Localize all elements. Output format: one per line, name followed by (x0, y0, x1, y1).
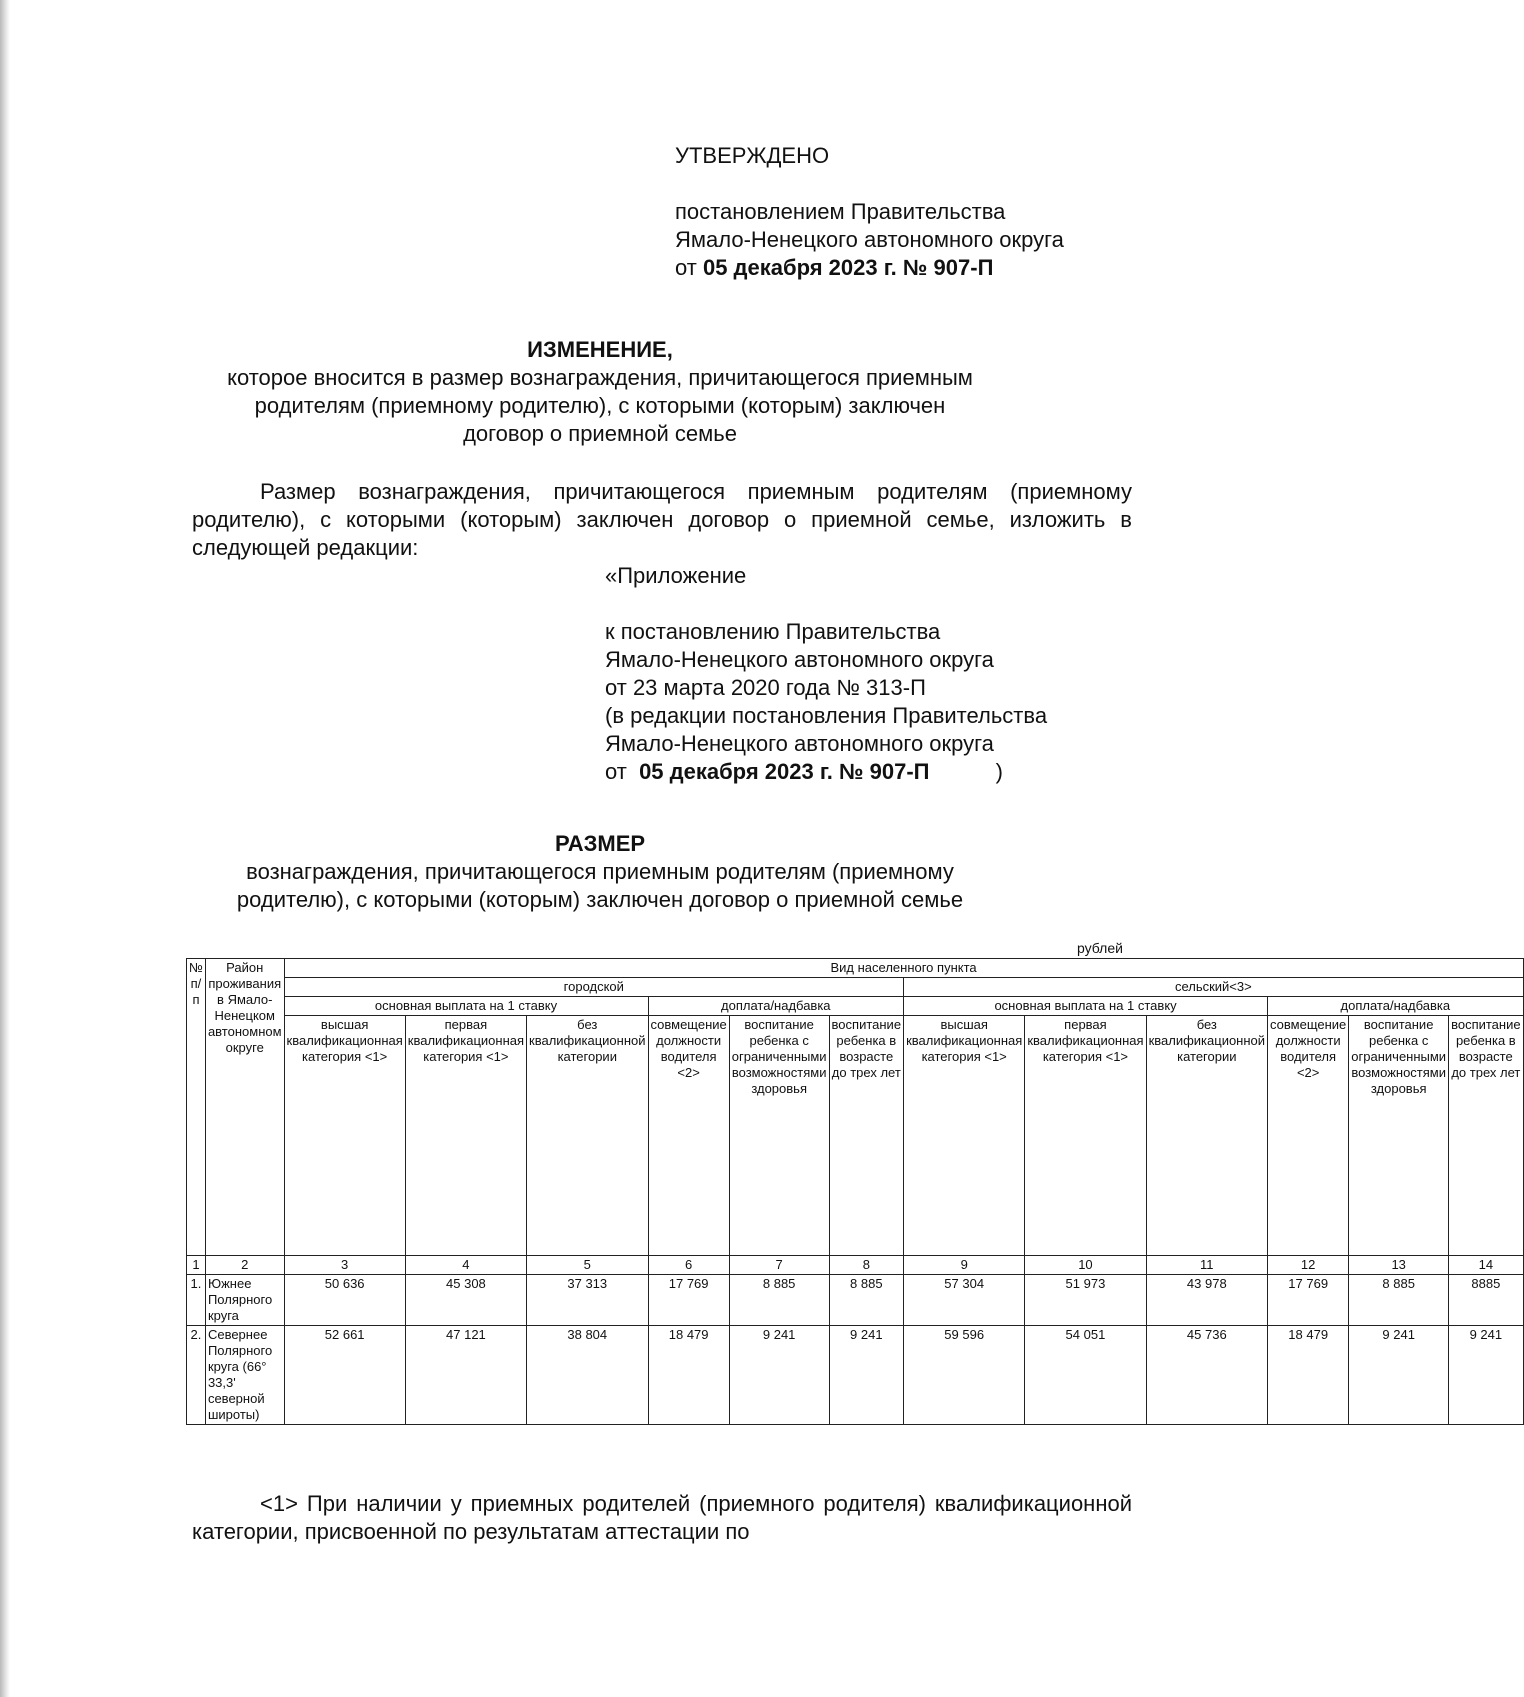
row-value: 47 121 (405, 1326, 526, 1425)
col-number: 10 (1025, 1256, 1146, 1275)
approved-date-prefix: от (675, 255, 697, 280)
row-value: 18 479 (648, 1326, 729, 1425)
subheader-combining: совмещение должности водителя <2> (648, 1016, 729, 1256)
header-region: Район проживания в Ямало-Ненецком автономном округе (205, 959, 284, 1256)
header-rural: сельский<3> (904, 978, 1524, 997)
header-urban-surcharge: доплата/надбавка (648, 997, 904, 1016)
row-value: 45 736 (1146, 1326, 1267, 1425)
row-value: 9 241 (1449, 1326, 1524, 1425)
change-sub-3: договор о приемной семье (463, 421, 737, 446)
col-number: 13 (1349, 1256, 1449, 1275)
subheader-under3: воспитание ребенка в возрасте до трех лет (829, 1016, 904, 1256)
change-heading: ИЗМЕНЕНИЕ, (527, 337, 673, 362)
table-row (187, 1326, 1524, 1425)
approved-line-2: Ямало-Ненецкого автономного округа (675, 227, 1064, 252)
approved-line-3 (675, 254, 1064, 282)
row-value: 18 479 (1268, 1326, 1349, 1425)
row-value: 9 241 (829, 1326, 904, 1425)
appendix-date-prefix: от (605, 759, 627, 784)
row-value: 54 051 (1025, 1326, 1146, 1425)
col-number: 11 (1146, 1256, 1267, 1275)
col-number: 9 (904, 1256, 1025, 1275)
header-rural-base: основная выплата на 1 ставку (904, 997, 1268, 1016)
appendix-block (605, 562, 1047, 786)
change-sub-2: родителям (приемному родителю), с которыми (которым) заключен (254, 393, 946, 418)
row-value: 51 973 (1025, 1275, 1146, 1326)
row-region: Южнее Полярного круга (205, 1275, 284, 1326)
row-value: 52 661 (284, 1326, 405, 1425)
approval-block (675, 142, 1064, 282)
col-number: 4 (405, 1256, 526, 1275)
header-urban: городской (284, 978, 904, 997)
header-settlement-type: Вид населенного пункта (284, 959, 1523, 978)
header-urban-base: основная выплата на 1 ставку (284, 997, 648, 1016)
subheader-highest: высшая квалификационная категория <1> (284, 1016, 405, 1256)
row-value: 8 885 (1349, 1275, 1449, 1326)
size-heading-block (200, 830, 1000, 914)
row-value: 43 978 (1146, 1275, 1267, 1326)
reward-table (186, 958, 1524, 1425)
col-number: 6 (648, 1256, 729, 1275)
row-value: 37 313 (527, 1275, 648, 1326)
row-region: Севернее Полярного круга (66° 33,3' северной широты) (205, 1326, 284, 1425)
subheader-combining: совмещение должности водителя <2> (1268, 1016, 1349, 1256)
subheader-none: без квалификационной категории (1146, 1016, 1267, 1256)
appendix-line-1: к постановлению Правительства (605, 619, 941, 644)
col-number: 14 (1449, 1256, 1524, 1275)
row-value: 8 885 (829, 1275, 904, 1326)
subheader-first: первая квалификационная категория <1> (1025, 1016, 1146, 1256)
header-no: № п/п (187, 959, 206, 1256)
subheader-disabled: воспитание ребенка с ограниченными возможностями здоровья (1349, 1016, 1449, 1256)
col-number: 3 (284, 1256, 405, 1275)
subheader-first: первая квалификационная категория <1> (405, 1016, 526, 1256)
row-value: 8885 (1449, 1275, 1524, 1326)
appendix-title: «Приложение (605, 563, 747, 588)
change-heading-block (200, 336, 1000, 448)
row-value: 9 241 (729, 1326, 829, 1425)
size-sub-1: вознаграждения, причитающегося приемным родителям (приемному (246, 859, 954, 884)
change-sub-1: которое вносится в размер вознаграждения, причитающегося приемным (227, 365, 973, 390)
col-number: 7 (729, 1256, 829, 1275)
appendix-line-3: от 23 марта 2020 года № 313-П (605, 675, 926, 700)
row-number: 2. (187, 1326, 206, 1425)
appendix-line-2: Ямало-Ненецкого автономного округа (605, 647, 994, 672)
approved-date: 05 декабря 2023 г. № 907-П (702, 255, 994, 280)
appendix-close-paren: ) (995, 759, 1003, 784)
col-number: 2 (205, 1256, 284, 1275)
row-value: 59 596 (904, 1326, 1025, 1425)
approved-line-1: постановлением Правительства (675, 199, 1006, 224)
table-row (187, 1275, 1524, 1326)
size-sub-2: родителю), с которыми (которым) заключен договор о приемной семье (236, 887, 964, 912)
subheader-none: без квалификационной категории (527, 1016, 648, 1256)
appendix-line-5: Ямало-Ненецкого автономного округа (605, 731, 994, 756)
approved-label: УТВЕРЖДЕНО (675, 143, 830, 168)
subheader-disabled: воспитание ребенка с ограниченными возможностями здоровья (729, 1016, 829, 1256)
appendix-line-4: (в редакции постановления Правительства (605, 703, 1048, 728)
row-value: 17 769 (1268, 1275, 1349, 1326)
row-value: 17 769 (648, 1275, 729, 1326)
col-number: 1 (187, 1256, 206, 1275)
header-rural-surcharge: доплата/надбавка (1268, 997, 1524, 1016)
units-label: рублей (1077, 940, 1123, 956)
row-number: 1. (187, 1275, 206, 1326)
row-value: 8 885 (729, 1275, 829, 1326)
footnote-1: <1> При наличии у приемных родителей (приемного родителя) квалификационной категории, присвоенной по результатам аттестации по (192, 1491, 1132, 1544)
column-number-row (187, 1256, 1524, 1275)
size-heading: РАЗМЕР (554, 831, 646, 856)
subheader-under3: воспитание ребенка в возрасте до трех лет (1449, 1016, 1524, 1256)
row-value: 57 304 (904, 1275, 1025, 1326)
row-value: 45 308 (405, 1275, 526, 1326)
col-number: 12 (1268, 1256, 1349, 1275)
appendix-date: 05 декабря 2023 г. № 907-П (639, 759, 930, 784)
row-value: 38 804 (527, 1326, 648, 1425)
row-value: 9 241 (1349, 1326, 1449, 1425)
scan-edge (0, 0, 10, 1697)
col-number: 5 (527, 1256, 648, 1275)
row-value: 50 636 (284, 1275, 405, 1326)
col-number: 8 (829, 1256, 904, 1275)
appendix-line-6 (605, 758, 1047, 786)
subheader-highest: высшая квалификационная категория <1> (904, 1016, 1025, 1256)
intro-paragraph: Размер вознаграждения, причитающегося приемным родителям (приемному родителю), с которыми (которым) заключен договор о приемной семье, изложить в следующей редакции: (192, 479, 1132, 560)
